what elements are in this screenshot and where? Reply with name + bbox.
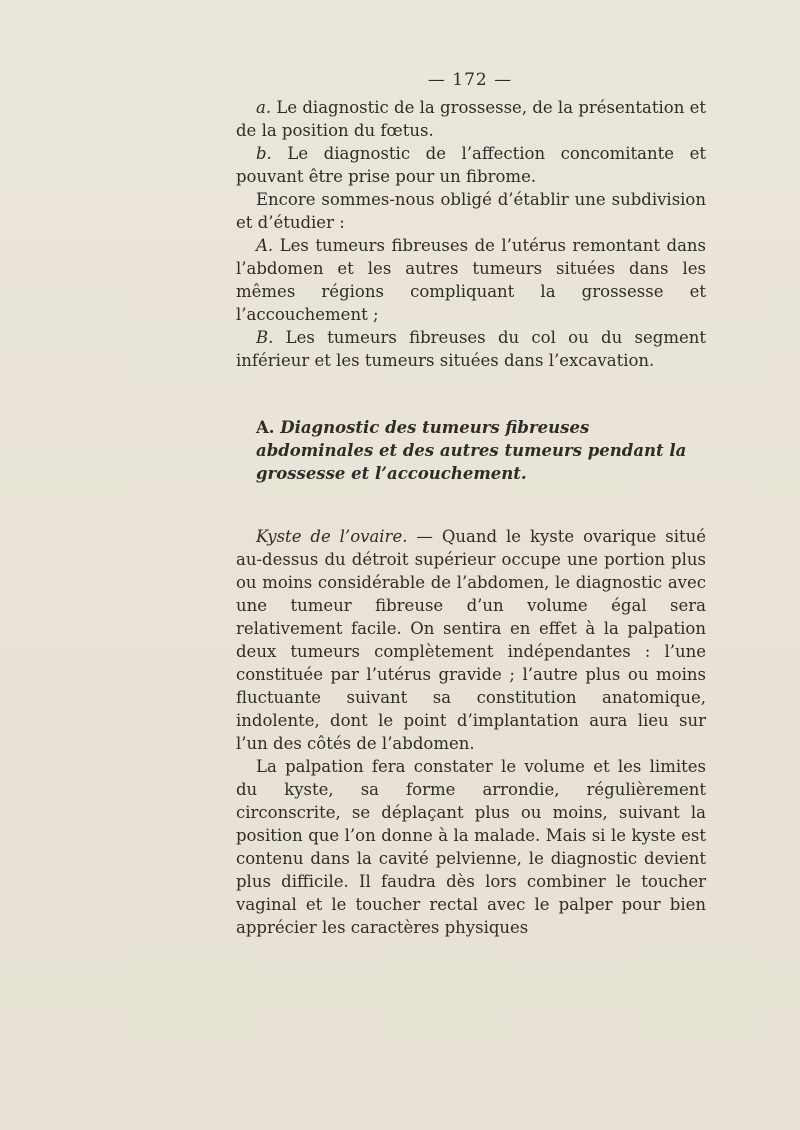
subsection-title: Kyste de l’ovaire. [256, 527, 408, 546]
paragraph-B [236, 326, 706, 372]
section-heading-text: Diagnostic des tumeurs fibreuses abdominales et des autres tumeurs pendant la grossesse et l’accouchement. [256, 418, 687, 483]
paragraph-b-text: Le diagnostic de l’affection concomitante et pouvant être prise pour un fibrome. [236, 144, 706, 186]
paragraph-A-text: Les tumeurs fibreuses de l’utérus remontant dans l’abdomen et les autres tumeurs situées dans les mêmes régions compliquant la grossesse et l’accouchement ; [236, 236, 706, 324]
item-label-A: A. [256, 236, 274, 255]
section-heading [236, 416, 706, 485]
paragraph-subdivision: Encore sommes-nous obligé d’établir une subdivision et d’étudier : [236, 190, 706, 232]
item-label-B: B. [256, 328, 274, 347]
page-number: — 172 — [427, 70, 513, 90]
paragraph-b [236, 142, 706, 188]
paragraph-B-text: Les tumeurs fibreuses du col ou du segment inférieur et les tumeurs situées dans l’excavation. [236, 328, 706, 370]
item-label-a: a. [256, 98, 272, 117]
paragraph-kyste-text: — Quand le kyste ovarique situé au-dessus du détroit supérieur occupe une portion plus ou moins considérable de l’abdomen, le diagnostic avec une tumeur fibreuse d’un volume égal sera relativement facile. On sentira en effet à la palpation deux tumeurs complètement indépendantes : l’une constituée par l’utérus gravide ; l’autre plus ou moins fluctuante suivant sa constitution anatomique, indolente, dont le point d’implantation aura lieu sur l’un des côtés de l’abdomen. [236, 527, 707, 753]
paragraph-kyste [236, 525, 706, 755]
paragraph-A [236, 234, 706, 326]
item-label-b: b. [256, 144, 272, 163]
section-heading-lead: A. [256, 418, 275, 437]
paragraph-a [236, 96, 706, 142]
page-body [236, 96, 706, 939]
paragraph-palpation: La palpation fera constater le volume et les limites du kyste, sa forme arrondie, régulièrement circonscrite, se déplaçant plus ou moins, suivant la position que l’on donne à la malade. Mais si le kyste est contenu dans la cavité pelvienne, le diagnostic devient plus difficile. Il faudra dès lors combiner le toucher vaginal et le toucher rectal avec le palper pour bien apprécier les caractères physiques [236, 757, 706, 937]
paragraph-a-text: Le diagnostic de la grossesse, de la présentation et de la position du fœtus. [236, 98, 706, 140]
